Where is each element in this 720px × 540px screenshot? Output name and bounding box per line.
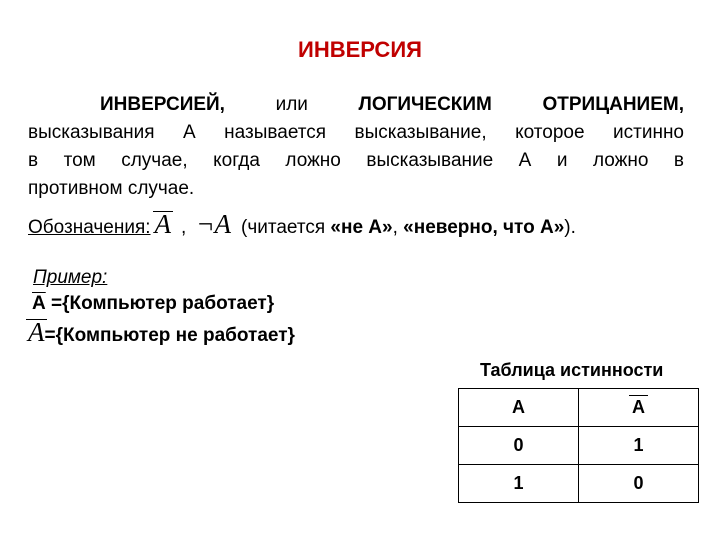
table-row xyxy=(459,427,699,465)
notation-label: Обозначения: xyxy=(28,217,151,238)
table-header-cell: A xyxy=(459,389,579,427)
notation-symbol-neg: ¬A xyxy=(196,209,232,239)
overline-bar xyxy=(629,395,648,396)
word-or: или xyxy=(275,94,308,115)
term-inversion: ИНВЕРСИЕЙ, xyxy=(100,94,225,115)
overline-bar xyxy=(153,211,174,212)
notation-reading: (читается «не А», «неверно, что А»). xyxy=(241,217,576,238)
notation-line xyxy=(28,205,576,240)
truth-table xyxy=(458,388,699,503)
example-var-a-bar: A xyxy=(28,317,45,347)
example-line-1: А ={Компьютер работает} xyxy=(32,293,275,314)
notation-comma: , xyxy=(181,217,187,238)
table-header-cell: A xyxy=(579,389,699,427)
term-negation: ОТРИЦАНИЕМ, xyxy=(542,94,684,115)
truth-table-caption: Таблица истинности xyxy=(480,360,664,380)
example-heading: Пример: xyxy=(33,267,108,288)
table-cell: 0 xyxy=(459,427,579,465)
definition-line-1 xyxy=(100,94,684,116)
table-cell: 0 xyxy=(579,465,699,503)
table-row xyxy=(459,465,699,503)
definition-line-3: в том случае, когда ложно высказывание А и ложно в xyxy=(28,150,684,171)
table-header-row xyxy=(459,389,699,427)
page-title: ИНВЕРСИЯ xyxy=(298,37,422,62)
term-logical: ЛОГИЧЕСКИМ xyxy=(358,94,492,115)
overline-bar xyxy=(26,319,47,320)
table-cell: 1 xyxy=(579,427,699,465)
notation-symbol-bar: A xyxy=(154,209,172,239)
table-cell: 1 xyxy=(459,465,579,503)
example-line-2: A ={Компьютер не работает} xyxy=(28,317,295,347)
definition-line-4: противном случае. xyxy=(28,178,195,199)
definition-line-2: высказывания А называется высказывание, которое истинно xyxy=(28,122,684,143)
example-var-a: А xyxy=(32,293,46,314)
